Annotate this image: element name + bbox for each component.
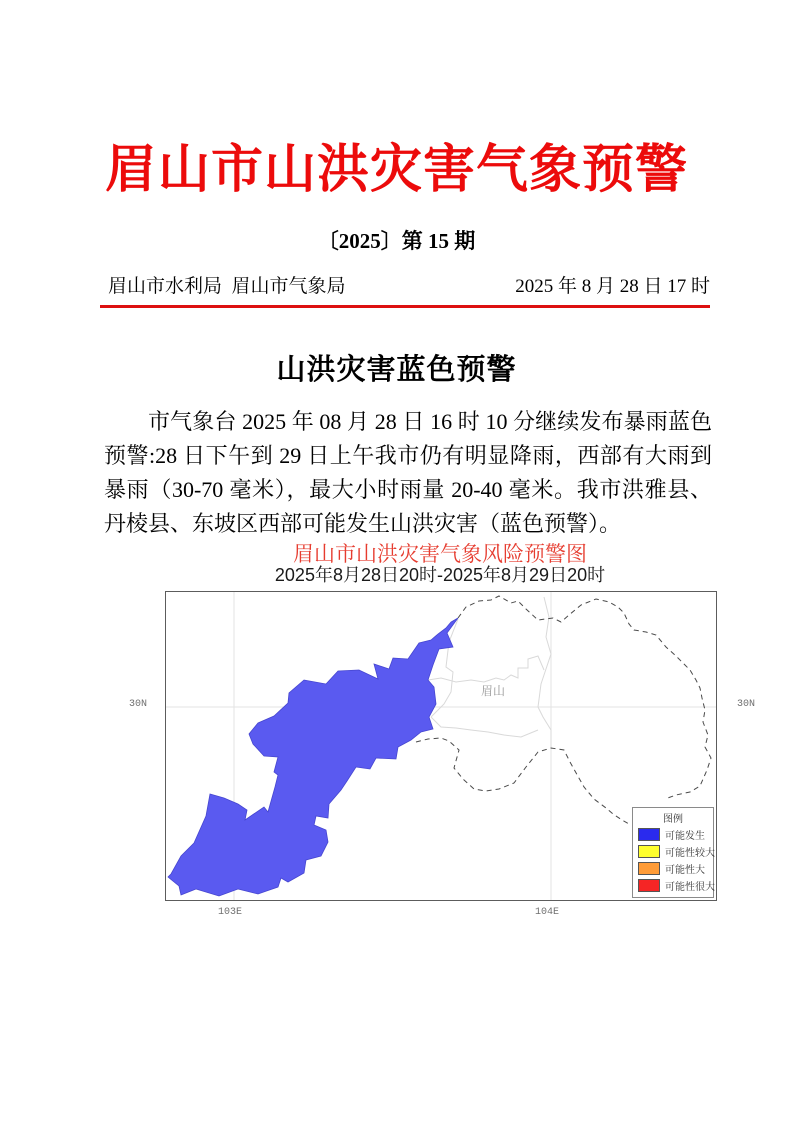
legend-item [633,843,713,860]
legend-item [633,877,713,894]
map-legend [632,807,714,898]
legend-swatch-orange [638,862,660,875]
legend-item [633,826,713,843]
lon-tick-104e: 104E [535,906,560,918]
document-title: 眉山市山洪灾害气象预警 [104,142,688,199]
city-name-label: 眉山 [481,683,506,698]
issue-number: 〔2025〕第 15 期 [317,228,476,253]
county-boundary-lines [428,597,551,747]
warning-body: 市气象台 2025 年 08 月 28 日 16 时 10 分继续发布暴雨蓝色预警:28 日下午到 29 日上午我市仍有明显降雨，西部有大雨到暴雨（30-70 毫米），最大小时雨量 20-40 毫米。我市洪雅县、丹棱县、东坡区西部可能发生山洪灾害（蓝色预警）。 [104,408,712,536]
lat-tick-left: 30N [129,698,148,710]
issue-datetime: 2025 年 8 月 28 日 17 时 [515,275,710,297]
map-title: 眉山市山洪灾害气象风险预警图 [293,541,587,566]
legend-label: 可能发生 [665,830,705,842]
issuing-agencies: 眉山市水利局 眉山市气象局 [108,275,346,297]
legend-swatch-blue [638,828,660,841]
city-boundary-dashed [416,596,711,824]
legend-label: 可能性很大 [665,881,715,893]
legend-item [633,860,713,877]
map-subtitle: 2025年8月28日20时-2025年8月29日20时 [274,564,606,585]
lat-tick-right: 30N [736,698,755,710]
risk-map-block [129,541,755,918]
lon-tick-103e: 103E [218,906,243,918]
legend-label: 可能性较大 [665,847,715,859]
legend-swatch-red [638,879,660,892]
legend-title: 图例 [663,813,683,825]
map-frame [129,591,755,918]
legend-swatch-yellow [638,845,660,858]
warning-heading: 山洪灾害蓝色预警 [276,353,517,386]
red-divider [100,305,710,308]
meta-row [108,271,710,298]
blue-warning-region [168,618,458,896]
legend-label: 可能性大 [665,864,705,876]
